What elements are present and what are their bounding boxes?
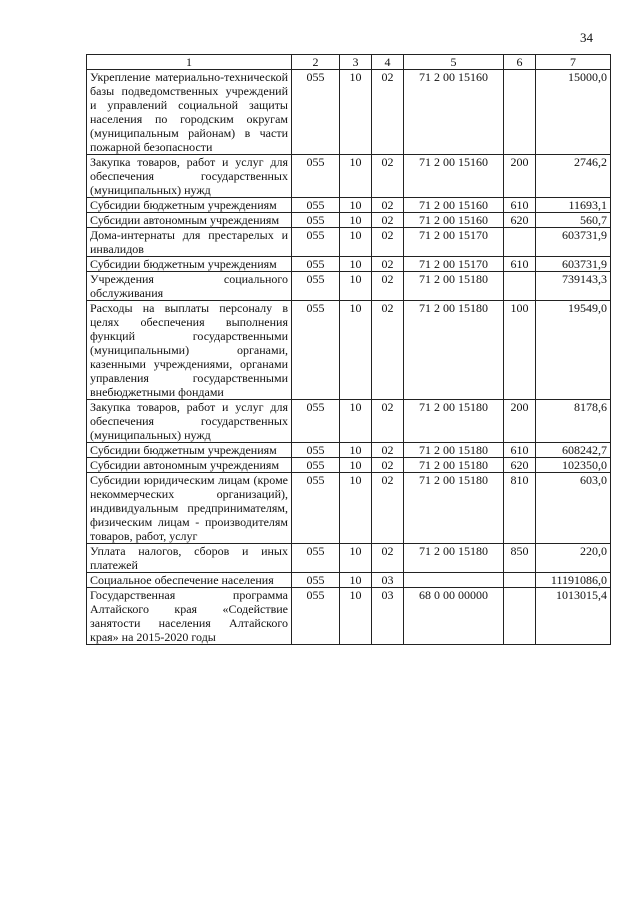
- row-section: 10: [340, 301, 372, 400]
- table-row: [87, 213, 611, 228]
- header-col-6: 6: [504, 55, 536, 70]
- header-col-5: 5: [404, 55, 504, 70]
- row-amount: 603,0: [536, 473, 611, 544]
- table-row: [87, 155, 611, 198]
- table-row: [87, 198, 611, 213]
- table-row: [87, 443, 611, 458]
- row-target-article: 71 2 00 15160: [404, 213, 504, 228]
- row-amount: 608242,7: [536, 443, 611, 458]
- row-target-article: 71 2 00 15180: [404, 301, 504, 400]
- row-ministry-code: 055: [292, 301, 340, 400]
- table-row: [87, 473, 611, 544]
- table-row: [87, 458, 611, 473]
- row-amount: 102350,0: [536, 458, 611, 473]
- row-amount: 1013015,4: [536, 588, 611, 645]
- row-amount: 15000,0: [536, 70, 611, 155]
- row-amount: 2746,2: [536, 155, 611, 198]
- row-description: Дома-интернаты для престарелых и инвалидов: [87, 228, 292, 257]
- row-amount: 19549,0: [536, 301, 611, 400]
- row-section: 10: [340, 443, 372, 458]
- row-amount: 603731,9: [536, 228, 611, 257]
- row-description: Субсидии бюджетным учреждениям: [87, 198, 292, 213]
- row-section: 10: [340, 588, 372, 645]
- row-section: 10: [340, 458, 372, 473]
- row-description: Расходы на выплаты персоналу в целях обеспечения выполнения функций государственными (муниципальными) органами, казенными учреждениями, органами управления государственными внебюджетными фондами: [87, 301, 292, 400]
- row-ministry-code: 055: [292, 588, 340, 645]
- row-amount: 220,0: [536, 544, 611, 573]
- row-section: 10: [340, 155, 372, 198]
- row-amount: 603731,9: [536, 257, 611, 272]
- row-expense-type: 850: [504, 544, 536, 573]
- header-col-4: 4: [372, 55, 404, 70]
- row-amount: 11191086,0: [536, 573, 611, 588]
- row-expense-type: 810: [504, 473, 536, 544]
- row-description: Государственная программа Алтайского края «Содействие занятости населения Алтайского края» на 2015-2020 годы: [87, 588, 292, 645]
- row-ministry-code: 055: [292, 400, 340, 443]
- header-row: [87, 55, 611, 70]
- table-row: [87, 272, 611, 301]
- row-target-article: 71 2 00 15180: [404, 458, 504, 473]
- header-col-3: 3: [340, 55, 372, 70]
- header-col-1: 1: [87, 55, 292, 70]
- row-subsection: 02: [372, 198, 404, 213]
- row-expense-type: 610: [504, 443, 536, 458]
- row-subsection: 02: [372, 400, 404, 443]
- header-col-2: 2: [292, 55, 340, 70]
- row-section: 10: [340, 198, 372, 213]
- row-subsection: 02: [372, 257, 404, 272]
- row-expense-type: [504, 588, 536, 645]
- row-amount: 11693,1: [536, 198, 611, 213]
- row-ministry-code: 055: [292, 155, 340, 198]
- row-expense-type: [504, 70, 536, 155]
- row-section: 10: [340, 400, 372, 443]
- row-target-article: 71 2 00 15180: [404, 400, 504, 443]
- row-target-article: 71 2 00 15180: [404, 272, 504, 301]
- row-description: Субсидии бюджетным учреждениям: [87, 443, 292, 458]
- row-target-article: 71 2 00 15170: [404, 228, 504, 257]
- row-section: 10: [340, 213, 372, 228]
- header-col-7: 7: [536, 55, 611, 70]
- row-expense-type: [504, 228, 536, 257]
- row-subsection: 02: [372, 70, 404, 155]
- row-description: Субсидии бюджетным учреждениям: [87, 257, 292, 272]
- row-section: 10: [340, 70, 372, 155]
- row-expense-type: 200: [504, 155, 536, 198]
- row-expense-type: 610: [504, 198, 536, 213]
- row-target-article: 71 2 00 15180: [404, 443, 504, 458]
- row-ministry-code: 055: [292, 473, 340, 544]
- row-description: Закупка товаров, работ и услуг для обеспечения государственных (муниципальных) нужд: [87, 400, 292, 443]
- row-description: Социальное обеспечение населения: [87, 573, 292, 588]
- row-subsection: 03: [372, 588, 404, 645]
- row-ministry-code: 055: [292, 443, 340, 458]
- row-section: 10: [340, 272, 372, 301]
- row-ministry-code: 055: [292, 272, 340, 301]
- page-number: 34: [580, 30, 593, 45]
- row-ministry-code: 055: [292, 257, 340, 272]
- row-target-article: 71 2 00 15170: [404, 257, 504, 272]
- row-expense-type: [504, 272, 536, 301]
- row-subsection: 03: [372, 573, 404, 588]
- row-subsection: 02: [372, 544, 404, 573]
- row-target-article: [404, 573, 504, 588]
- row-target-article: 68 0 00 00000: [404, 588, 504, 645]
- row-target-article: 71 2 00 15160: [404, 155, 504, 198]
- row-description: Субсидии юридическим лицам (кроме некоммерческих организаций), индивидуальным предпринимателям, физическим лицам - производителям товаров, работ, услуг: [87, 473, 292, 544]
- row-ministry-code: 055: [292, 228, 340, 257]
- row-description: Субсидии автономным учреждениям: [87, 458, 292, 473]
- row-ministry-code: 055: [292, 573, 340, 588]
- row-ministry-code: 055: [292, 458, 340, 473]
- row-section: 10: [340, 257, 372, 272]
- table-row: [87, 400, 611, 443]
- row-target-article: 71 2 00 15180: [404, 544, 504, 573]
- row-target-article: 71 2 00 15180: [404, 473, 504, 544]
- table-row: [87, 573, 611, 588]
- row-expense-type: 200: [504, 400, 536, 443]
- row-ministry-code: 055: [292, 198, 340, 213]
- table-row: [87, 257, 611, 272]
- row-expense-type: [504, 573, 536, 588]
- row-ministry-code: 055: [292, 213, 340, 228]
- row-subsection: 02: [372, 228, 404, 257]
- row-section: 10: [340, 473, 372, 544]
- row-section: 10: [340, 228, 372, 257]
- row-section: 10: [340, 573, 372, 588]
- row-description: Укрепление материально-технической базы подведомственных учреждений и управлений социальной защиты населения по городским округам (муниципальным районам) в части пожарной безопасности: [87, 70, 292, 155]
- row-target-article: 71 2 00 15160: [404, 70, 504, 155]
- table-row: [87, 228, 611, 257]
- row-ministry-code: 055: [292, 70, 340, 155]
- row-description: Субсидии автономным учреждениям: [87, 213, 292, 228]
- table-row: [87, 301, 611, 400]
- row-subsection: 02: [372, 301, 404, 400]
- table-row: [87, 70, 611, 155]
- budget-table: [86, 54, 611, 645]
- table-row: [87, 544, 611, 573]
- row-amount: 8178,6: [536, 400, 611, 443]
- row-amount: 739143,3: [536, 272, 611, 301]
- row-subsection: 02: [372, 155, 404, 198]
- row-subsection: 02: [372, 473, 404, 544]
- row-expense-type: 620: [504, 213, 536, 228]
- row-subsection: 02: [372, 443, 404, 458]
- row-description: Закупка товаров, работ и услуг для обеспечения государственных (муниципальных) нужд: [87, 155, 292, 198]
- row-description: Учреждения социального обслуживания: [87, 272, 292, 301]
- table-row: [87, 588, 611, 645]
- row-ministry-code: 055: [292, 544, 340, 573]
- row-target-article: 71 2 00 15160: [404, 198, 504, 213]
- row-section: 10: [340, 544, 372, 573]
- row-expense-type: 100: [504, 301, 536, 400]
- row-subsection: 02: [372, 458, 404, 473]
- row-description: Уплата налогов, сборов и иных платежей: [87, 544, 292, 573]
- row-expense-type: 610: [504, 257, 536, 272]
- row-subsection: 02: [372, 213, 404, 228]
- row-expense-type: 620: [504, 458, 536, 473]
- row-subsection: 02: [372, 272, 404, 301]
- row-amount: 560,7: [536, 213, 611, 228]
